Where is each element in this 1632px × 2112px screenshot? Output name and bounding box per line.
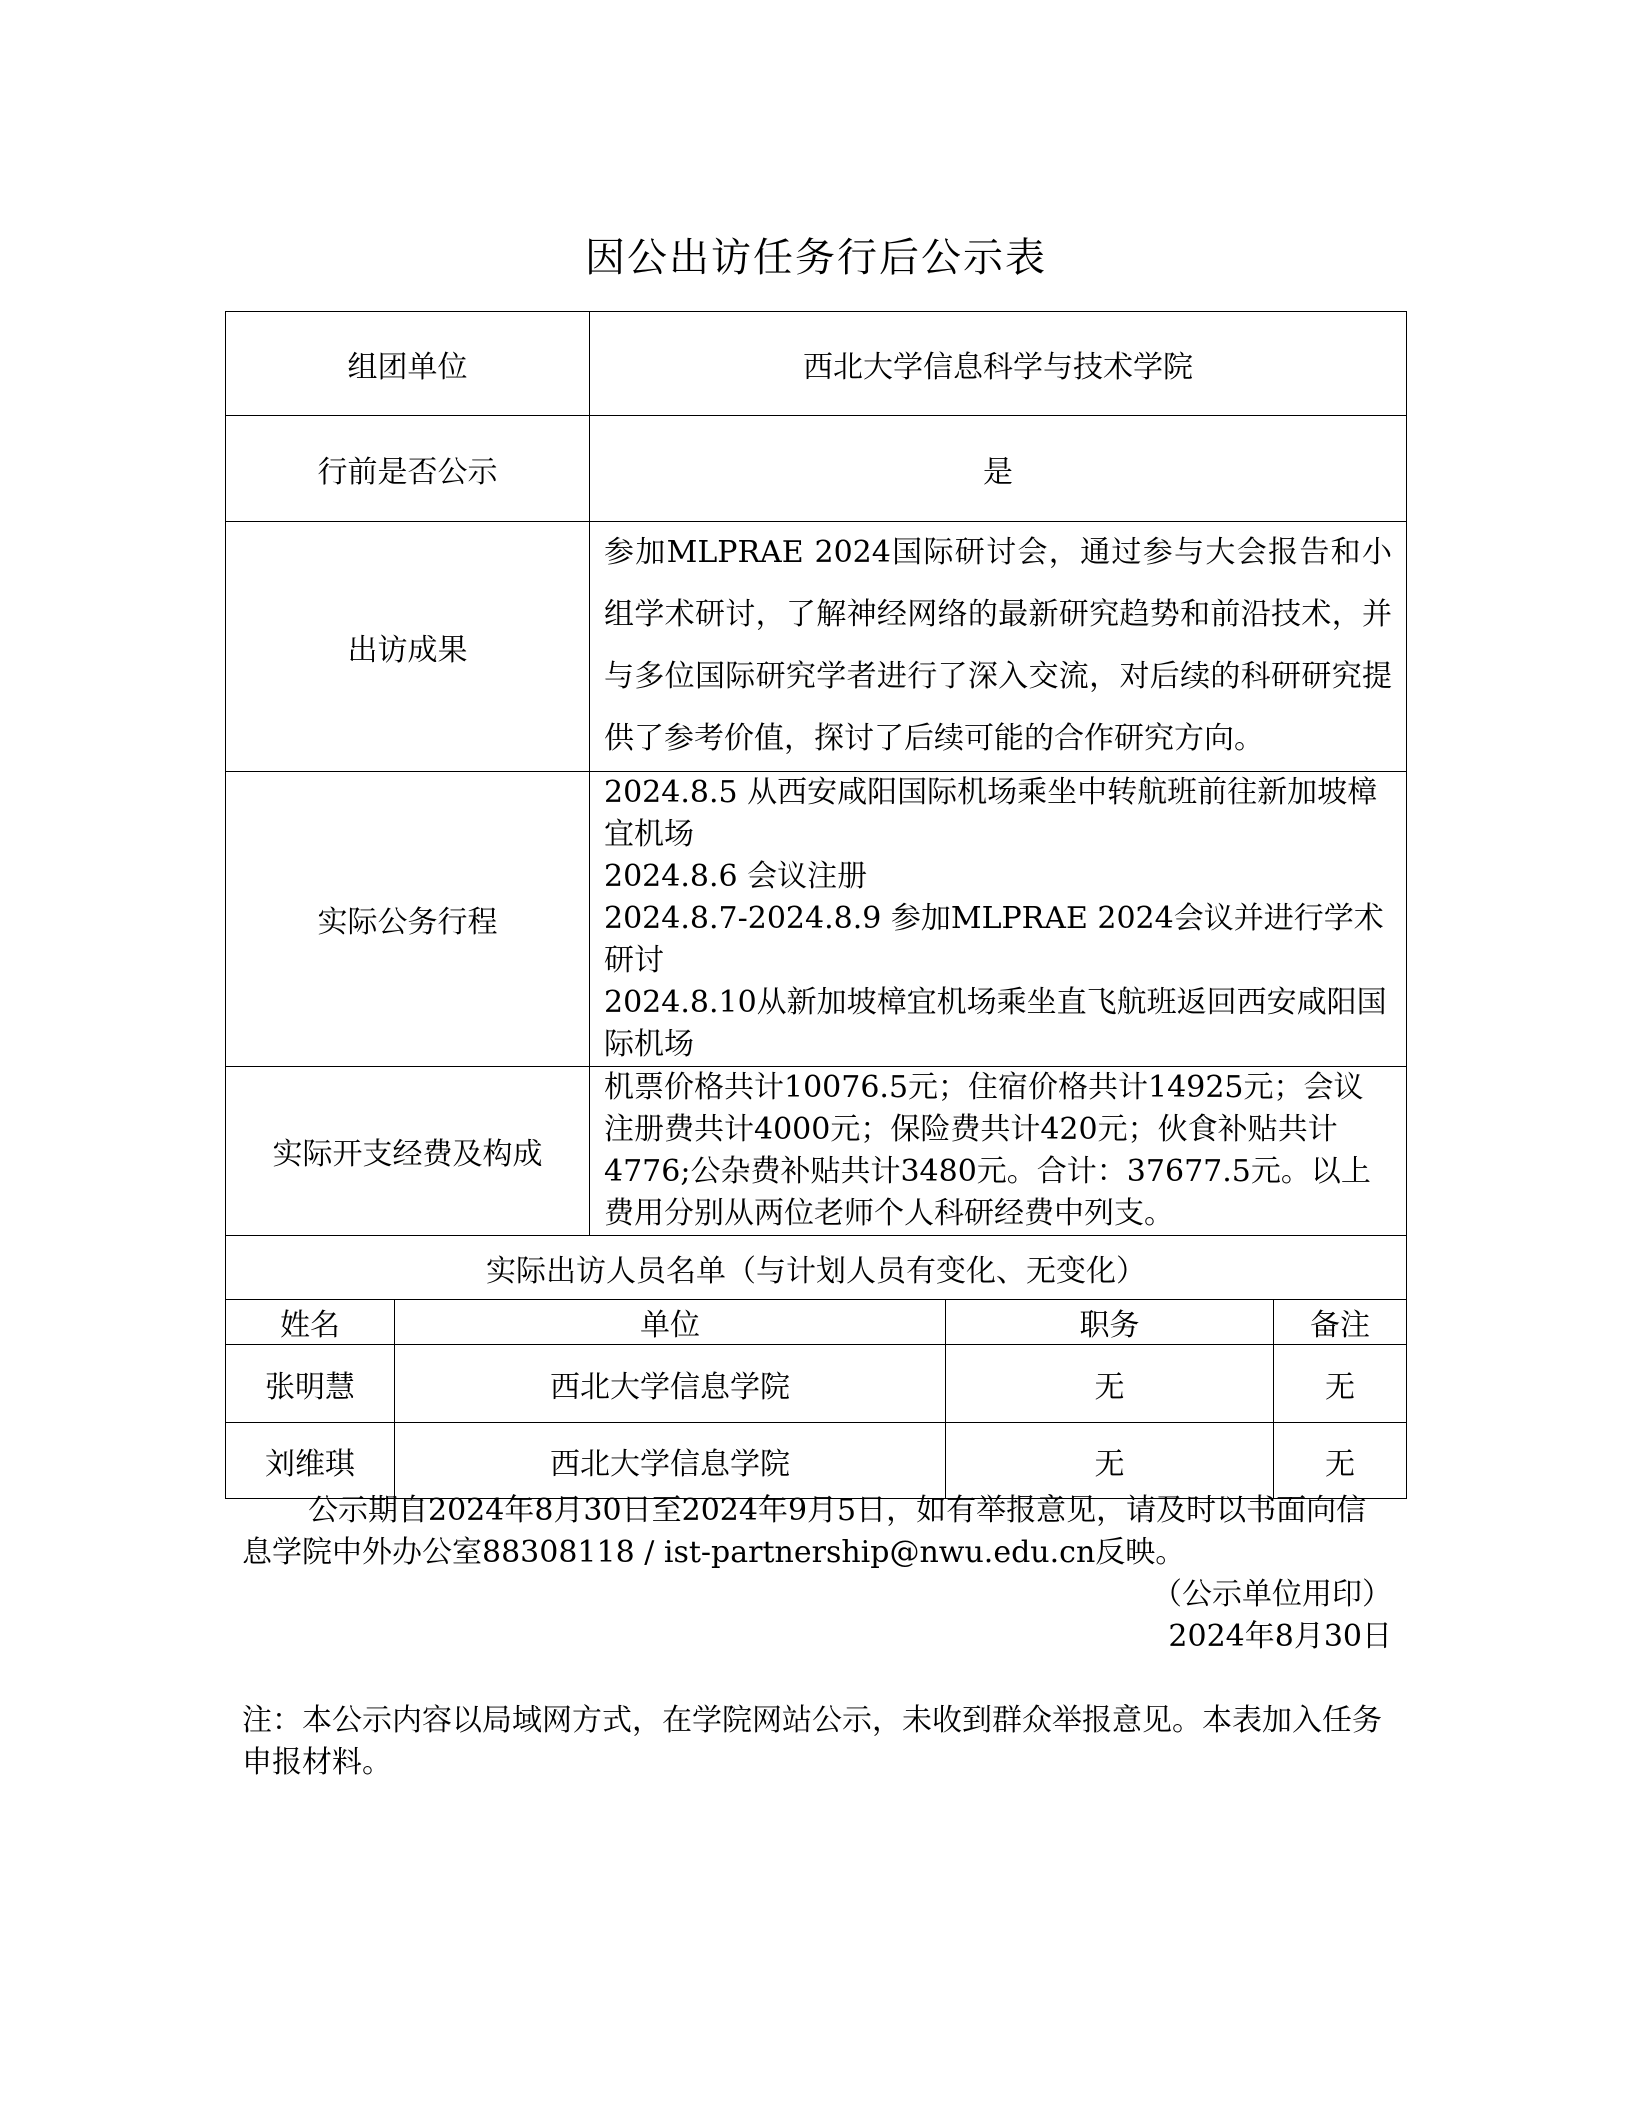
itinerary-list bbox=[590, 772, 1407, 1067]
table-row bbox=[226, 1423, 1407, 1499]
itinerary-item: 2024.8.10从新加坡樟宜机场乘坐直飞航班返回西安咸阳国际机场 bbox=[604, 985, 1387, 1062]
itinerary-item: 2024.8.6 会议注册 bbox=[604, 859, 868, 894]
publicity-table bbox=[225, 311, 1407, 1499]
table-row bbox=[226, 1345, 1407, 1423]
person-unit: 西北大学信息学院 bbox=[395, 1423, 946, 1499]
column-header-remark: 备注 bbox=[1274, 1300, 1407, 1345]
footnote: 注：本公示内容以局域网方式，在学院网站公示，未收到群众举报意见。本表加入任务申报材料。 bbox=[242, 1703, 1382, 1780]
person-position: 无 bbox=[946, 1345, 1274, 1423]
itinerary-label: 实际公务行程 bbox=[226, 772, 590, 1067]
column-header-unit: 单位 bbox=[395, 1300, 946, 1345]
person-name: 刘维琪 bbox=[226, 1423, 395, 1499]
expense-label: 实际开支经费及构成 bbox=[226, 1067, 590, 1236]
org-label: 组团单位 bbox=[226, 312, 590, 416]
prepublic-label: 行前是否公示 bbox=[226, 416, 590, 522]
itinerary-item: 2024.8.5 从西安咸阳国际机场乘坐中转航班前往新加坡樟宜机场 bbox=[604, 775, 1378, 852]
personnel-header: 实际出访人员名单（与计划人员有变化、无变化） bbox=[226, 1236, 1407, 1300]
column-header-name: 姓名 bbox=[226, 1300, 395, 1345]
result-value: 参加MLPRAE 2024国际研讨会，通过参与大会报告和小组学术研讨，了解神经网络的最新研究趋势和前沿技术，并与多位国际研究学者进行了深入交流，对后续的科研研究提供了参考价值，探讨了后续可能的合作研究方向。 bbox=[590, 522, 1407, 772]
person-name: 张明慧 bbox=[226, 1345, 395, 1423]
publicity-date: 2024年8月30日 bbox=[1168, 1619, 1392, 1654]
person-position: 无 bbox=[946, 1423, 1274, 1499]
itinerary-item: 2024.8.7-2024.8.9 参加MLPRAE 2024会议并进行学术研讨 bbox=[604, 901, 1384, 978]
prepublic-value: 是 bbox=[590, 416, 1407, 522]
person-unit: 西北大学信息学院 bbox=[395, 1345, 946, 1423]
publicity-notice: 公示期自2024年8月30日至2024年9月5日，如有举报意见，请及时以书面向信息学院中外办公室88308118 / ist-partnership@nwu.edu.cn反映。 bbox=[242, 1493, 1367, 1570]
expense-value: 机票价格共计10076.5元；住宿价格共计14925元；会议注册费共计4000元；保险费共计420元；伙食补贴共计4776;公杂费补贴共计3480元。合计：37677.5元。以上费用分别从两位老师个人科研经费中列支。 bbox=[590, 1067, 1407, 1236]
org-value: 西北大学信息科学与技术学院 bbox=[590, 312, 1407, 416]
result-label: 出访成果 bbox=[226, 522, 590, 772]
person-remark: 无 bbox=[1274, 1345, 1407, 1423]
seal-text: （公示单位用印） bbox=[1152, 1577, 1392, 1612]
person-remark: 无 bbox=[1274, 1423, 1407, 1499]
page-title: 因公出访任务行后公示表 bbox=[585, 235, 1047, 281]
column-header-position: 职务 bbox=[946, 1300, 1274, 1345]
